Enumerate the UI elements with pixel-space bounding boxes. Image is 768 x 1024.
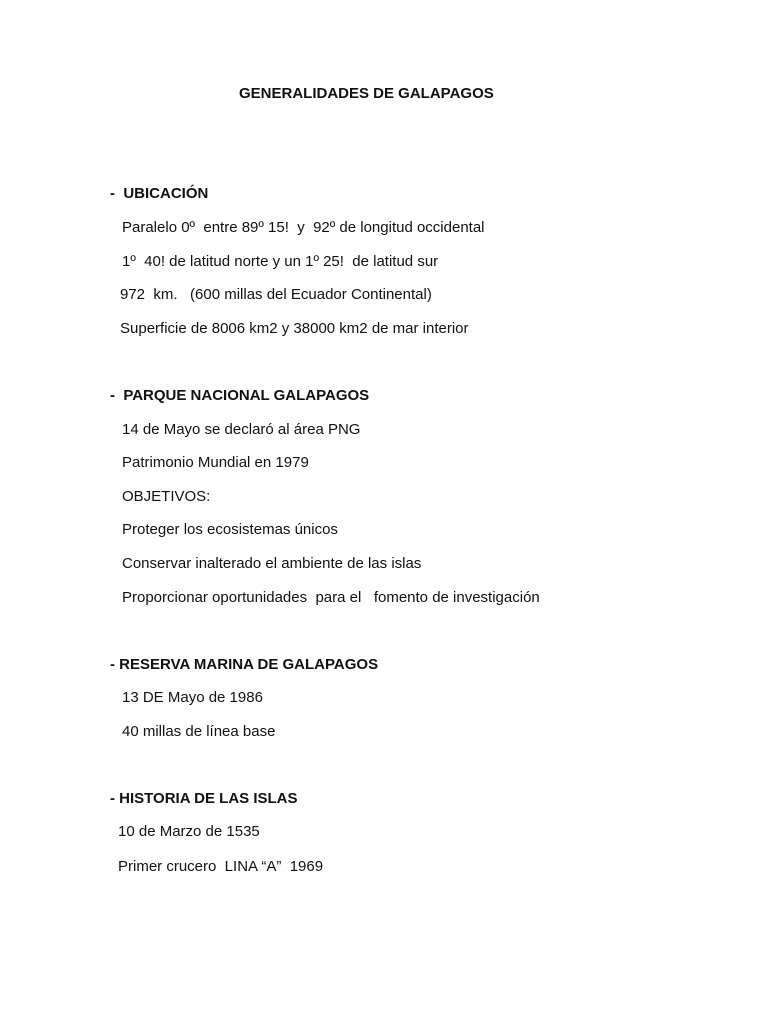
parque-line: Proteger los ecosistemas únicos	[122, 521, 338, 538]
parque-line: 14 de Mayo se declaró al área PNG	[122, 421, 361, 438]
section-heading-reserva-marina: - RESERVA MARINA DE GALAPAGOS	[110, 656, 379, 673]
section-heading-parque-nacional: - PARQUE NACIONAL GALAPAGOS	[110, 387, 370, 404]
ubicacion-line: 972 km. (600 millas del Ecuador Continental)	[120, 286, 432, 303]
reserva-line: 13 DE Mayo de 1986	[122, 689, 263, 706]
historia-line: 10 de Marzo de 1535	[118, 823, 260, 840]
reserva-line: 40 millas de línea base	[122, 723, 276, 740]
section-heading-ubicacion: - UBICACIÓN	[110, 185, 209, 202]
ubicacion-line: 1º 40! de latitud norte y un 1º 25! de latitud sur	[122, 253, 439, 270]
section-heading-historia: - HISTORIA DE LAS ISLAS	[110, 790, 298, 807]
historia-line: Primer crucero LINA “A” 1969	[118, 858, 324, 875]
parque-line: Proporcionar oportunidades para el fomento de investigación	[122, 589, 540, 606]
parque-line: Patrimonio Mundial en 1979	[122, 454, 309, 471]
parque-line: OBJETIVOS:	[122, 488, 211, 505]
document-title: GENERALIDADES DE GALAPAGOS	[239, 85, 494, 102]
ubicacion-line: Superficie de 8006 km2 y 38000 km2 de mar interior	[120, 320, 469, 337]
parque-line: Conservar inalterado el ambiente de las islas	[122, 555, 422, 572]
ubicacion-line: Paralelo 0º entre 89º 15! y 92º de longitud occidental	[122, 219, 485, 236]
